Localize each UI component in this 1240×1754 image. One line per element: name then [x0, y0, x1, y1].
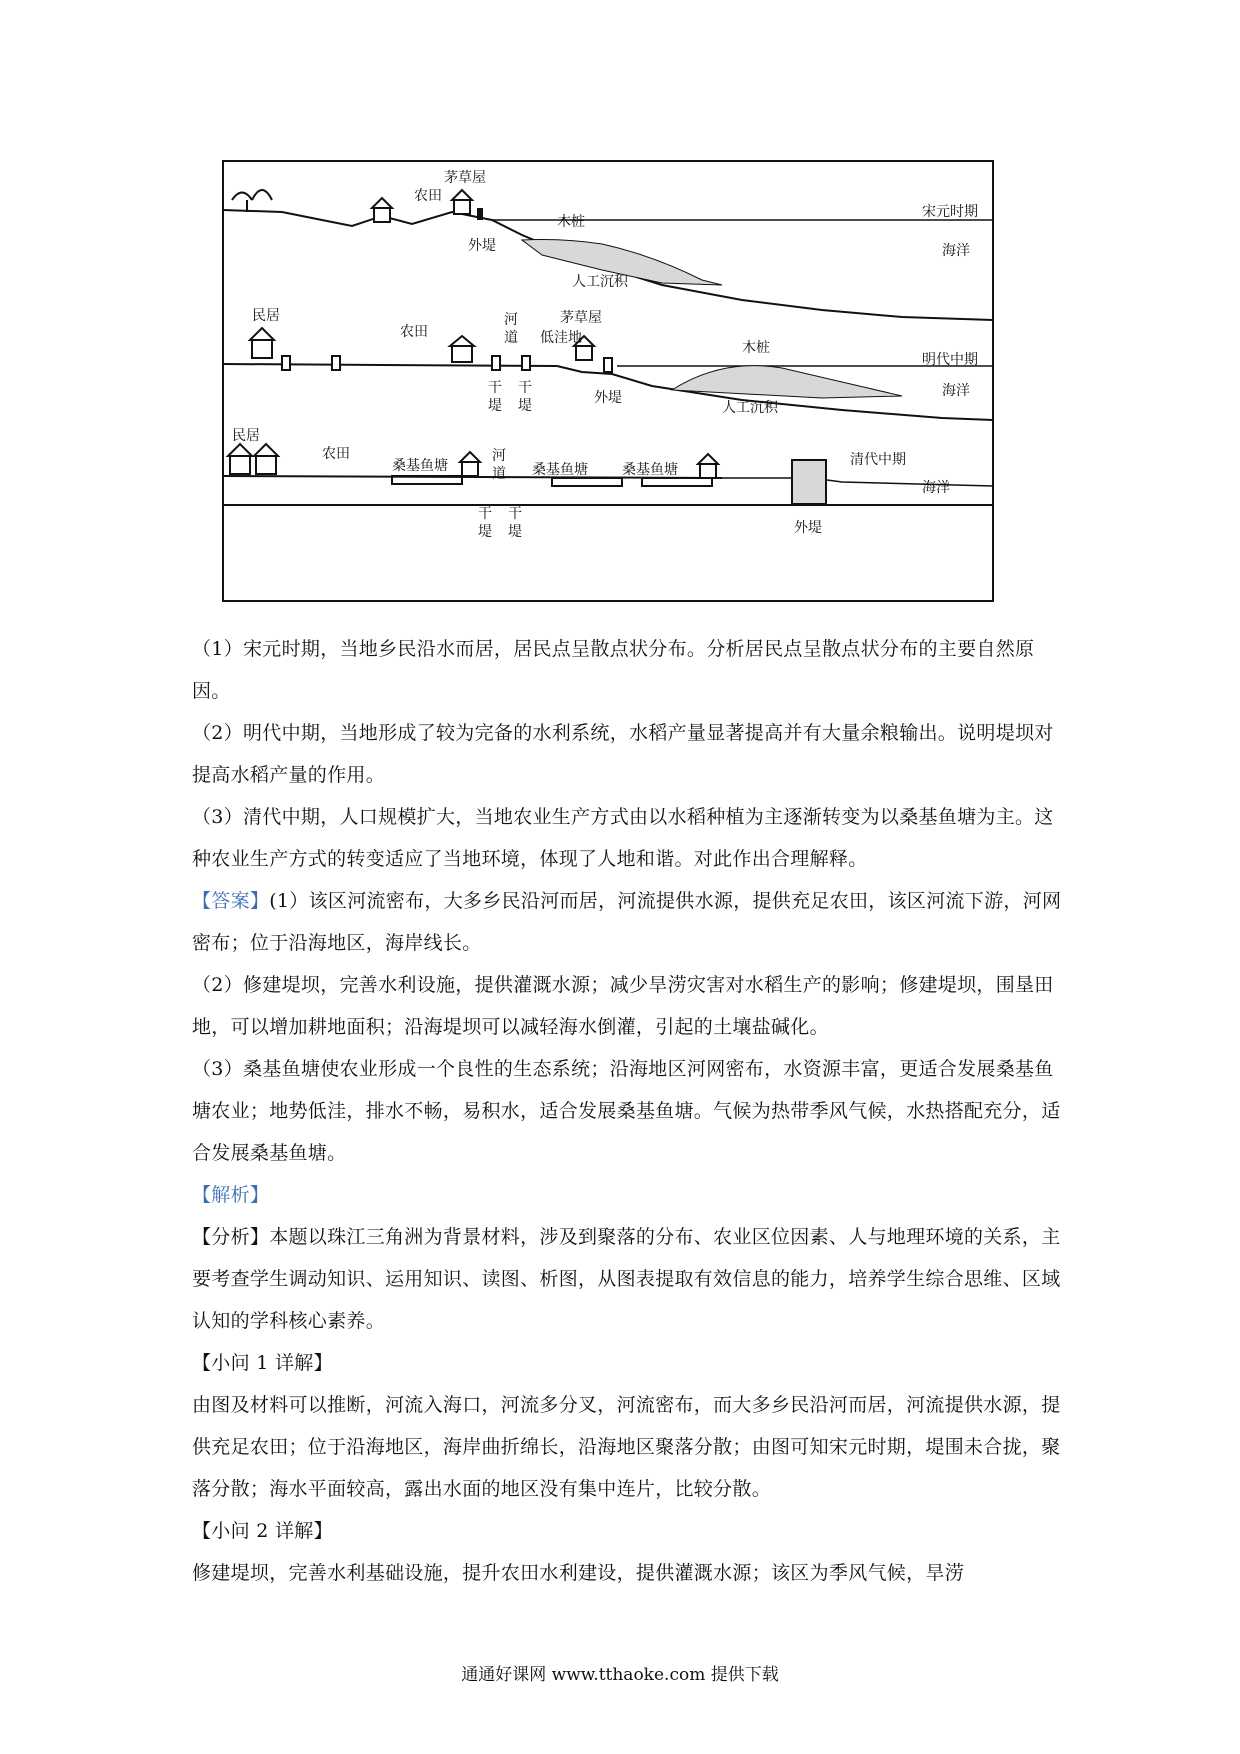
label-thatch-hut-1: 茅草屋 — [444, 170, 486, 186]
panel-song-yuan — [223, 170, 993, 320]
dike-mark — [282, 356, 290, 370]
house-icon — [228, 444, 252, 474]
hut-icon — [372, 198, 392, 222]
label-mulberry-fish-pond-1: 桑基鱼塘 — [392, 458, 448, 474]
outer-dike-mark — [477, 208, 483, 220]
fish-pond-shape — [552, 478, 622, 486]
label-outer-dike-3: 外堤 — [794, 520, 822, 536]
label-farmland-1: 农田 — [414, 188, 442, 204]
main-dike-mark — [492, 356, 500, 370]
answer-2: （2）修建堤坝，完善水利设施，提供灌溉水源；减少旱涝灾害对水稻生产的影响；修建堤坝，围垦田地，可以增加耕地面积；沿海堤坝可以减轻海水倒灌，引起的土壤盐碱化。 — [192, 974, 1054, 1038]
label-ocean-1: 海洋 — [942, 243, 970, 259]
sub-question-2-text: 修建堤坝，完善水利基础设施，提升农田水利建设，提供灌溉水源；该区为季风气候，旱涝 — [192, 1562, 965, 1584]
answer-3: （3）桑基鱼塘使农业形成一个良性的生态系统；沿海地区河网密布，水资源丰富，更适合发展桑基鱼塘农业；地势低洼，排水不畅，易积水，适合发展桑基鱼塘。气候为热带季风气候，水热搭配充分，适合发展桑基鱼塘。 — [192, 1058, 1061, 1164]
outer-dike-mark — [604, 358, 612, 372]
label-ocean-2: 海洋 — [942, 383, 970, 399]
label-wood-stake-1: 木桩 — [557, 214, 585, 230]
question-1: （1）宋元时期，当地乡民沿水而居，居民点呈散点状分布。分析居民点呈散点状分布的主要自然原因。 — [192, 638, 1035, 702]
label-artificial-deposit-1: 人工沉积 — [572, 274, 628, 290]
hut-icon — [698, 454, 718, 478]
label-river-3b: 道 — [492, 466, 506, 482]
label-farmland-3: 农田 — [322, 446, 350, 462]
label-period-mid-ming: 明代中期 — [922, 352, 978, 368]
house-icon — [254, 444, 278, 474]
house-icon — [250, 328, 274, 358]
label-period-song-yuan: 宋元时期 — [922, 204, 978, 220]
sub-question-1-tag: 【小问 1 详解】 — [192, 1352, 333, 1374]
label-main-dike-2c: 干 — [518, 380, 532, 396]
sub-question-2-tag: 【小问 2 详解】 — [192, 1520, 333, 1542]
historical-cross-section-figure — [222, 160, 994, 610]
label-outer-dike-2: 外堤 — [594, 390, 622, 406]
label-main-dike-3c: 干 — [508, 506, 522, 522]
label-artificial-deposit-2: 人工沉积 — [722, 400, 778, 416]
answer-1-paragraph — [192, 880, 1062, 964]
answer-1: (1）该区河流密布，大多乡民沿河而居，河流提供水源，提供充足农田，该区河流下游，河网密布；位于沿海地区，海岸线长。 — [192, 890, 1062, 954]
label-farmland-2: 农田 — [400, 324, 428, 340]
panel-mid-qing — [223, 428, 993, 540]
label-river-2b: 道 — [504, 330, 518, 346]
label-main-dike-3b: 堤 — [478, 524, 492, 540]
label-residence-2: 民居 — [252, 308, 280, 324]
analysis-tag: 【解析】 — [192, 1184, 270, 1206]
dike-mark — [332, 356, 340, 370]
label-main-dike-3a: 干 — [478, 506, 492, 522]
main-dike-mark — [522, 356, 530, 370]
sub-question-1-text: 由图及材料可以推断，河流入海口，河流多分叉，河流密布，而大多乡民沿河而居，河流提供水源，提供充足农田；位于沿海地区，海岸曲折绵长，沿海地区聚落分散；由图可知宋元时期，堤围未合拢，聚落分散；海水平面较高，露出水面的地区没有集中连片，比较分散。 — [192, 1394, 1061, 1500]
hut-icon — [460, 452, 480, 476]
outer-dike-tower — [792, 460, 826, 504]
analysis-text: 【分析】本题以珠江三角洲为背景材料，涉及到聚落的分布、农业区位因素、人与地理环境的关系，主要考查学生调动知识、运用知识、读图、析图，从图表提取有效信息的能力，培养学生综合思维、区域认知的学科核心素养。 — [192, 1226, 1061, 1332]
question-answer-text — [192, 628, 1062, 1594]
label-river-2a: 河 — [504, 312, 518, 328]
hut-icon — [452, 190, 472, 214]
label-thatch-hut-2: 茅草屋 — [560, 310, 602, 326]
label-ocean-3: 海洋 — [922, 480, 950, 496]
label-river-3a: 河 — [492, 448, 506, 464]
page-footer: 通通好课网 www.tthaoke.com 提供下载 — [461, 1665, 779, 1685]
label-lowland-2: 低洼地 — [540, 330, 582, 346]
label-main-dike-2b: 堤 — [488, 398, 502, 414]
answer-tag: 【答案】 — [192, 890, 270, 912]
label-main-dike-2d: 堤 — [518, 398, 532, 414]
cross-section-svg — [222, 160, 994, 610]
tree-icon — [232, 190, 272, 212]
label-mulberry-fish-pond-3: 桑基鱼塘 — [622, 462, 678, 478]
label-main-dike-2a: 干 — [488, 380, 502, 396]
question-3: （3）清代中期，人口规模扩大，当地农业生产方式由以水稻种植为主逐渐转变为以桑基鱼塘为主。这种农业生产方式的转变适应了当地环境，体现了人地和谐。对此作出合理解释。 — [192, 806, 1054, 870]
fish-pond-shape — [642, 478, 712, 486]
question-2: （2）明代中期，当地形成了较为完备的水利系统，水稻产量显著提高并有大量余粮输出。说明堤坝对提高水稻产量的作用。 — [192, 722, 1054, 786]
panel-mid-ming — [223, 308, 993, 420]
figure-border — [223, 161, 993, 601]
label-residence-3: 民居 — [232, 428, 260, 444]
hut-icon — [450, 336, 474, 362]
label-wood-stake-2: 木桩 — [742, 340, 770, 356]
label-mulberry-fish-pond-2: 桑基鱼塘 — [532, 462, 588, 478]
label-period-mid-qing: 清代中期 — [850, 452, 906, 468]
label-main-dike-3d: 堤 — [508, 524, 522, 540]
label-outer-dike-1: 外堤 — [468, 238, 496, 254]
